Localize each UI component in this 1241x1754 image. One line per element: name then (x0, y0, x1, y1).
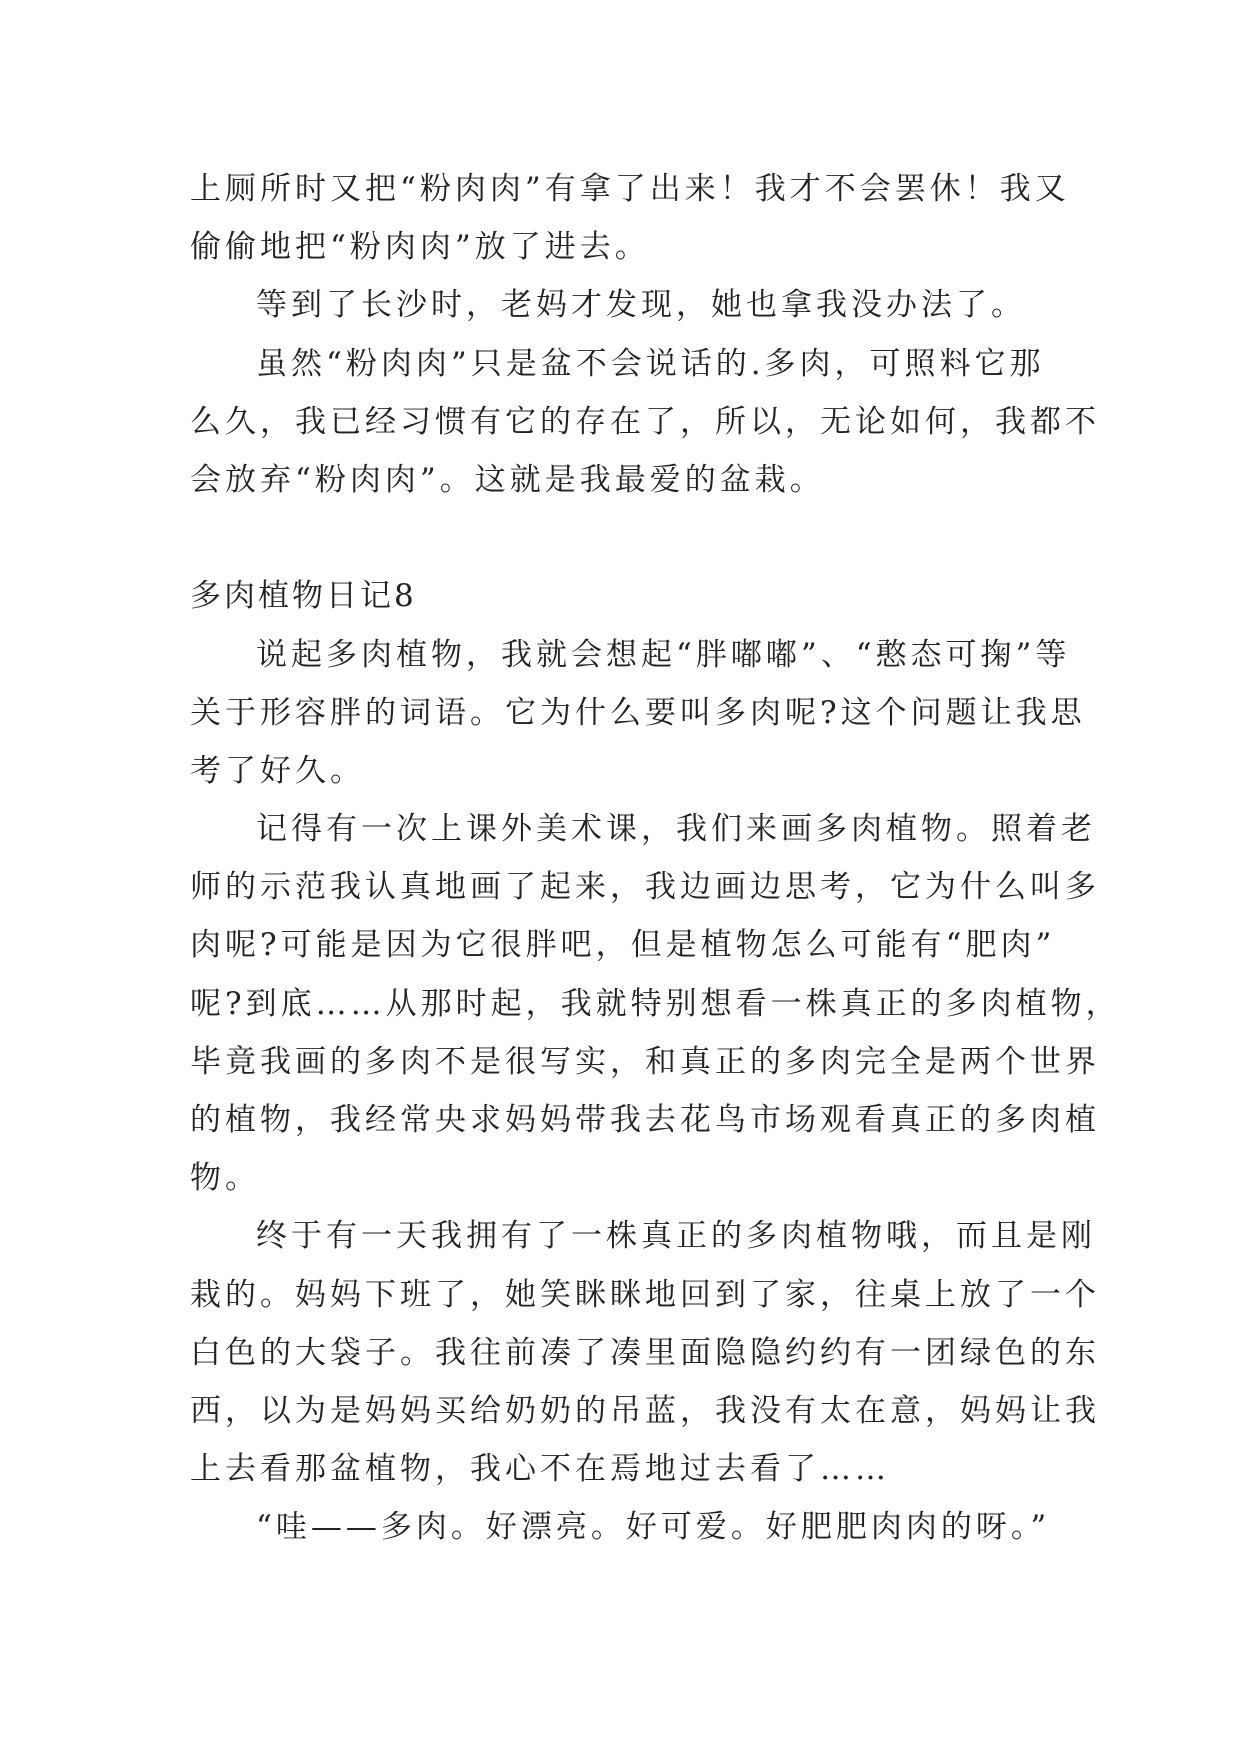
paragraph-line: 毕竟我画的多肉不是很写实，和真正的多肉完全是两个世界 (190, 1043, 1100, 1080)
paragraph-line: 说起多肉植物，我就会想起“胖嘟嘟”、“憨态可掬”等 (256, 636, 1071, 673)
paragraph-line: 栽的。妈妈下班了，她笑眯眯地回到了家，往桌上放了一个 (190, 1276, 1100, 1313)
paragraph-line: 终于有一天我拥有了一株真正的多肉植物哦，而且是刚 (256, 1218, 1096, 1255)
paragraph-line: 白色的大袋子。我往前凑了凑里面隐隐约约有一团绿色的东 (190, 1334, 1100, 1371)
paragraph-line: 物。 (190, 1160, 260, 1197)
paragraph-line: 虽然“粉肉肉”只是盆不会说话的.多肉，可照料它那 (256, 345, 1045, 382)
blank-line (190, 509, 1070, 567)
paragraph-line: 西，以为是妈妈买给奶奶的吊蓝，我没有太在意，妈妈让我 (190, 1392, 1100, 1429)
paragraph-line: 记得有一次上课外美术课，我们来画多肉植物。照着老 (256, 811, 1096, 848)
paragraph-line: 偷偷地把“粉肉肉”放了进去。 (190, 229, 650, 266)
paragraph-line: 上去看那盆植物，我心不在焉地过去看了…… (190, 1451, 890, 1488)
paragraph-line: 的植物，我经常央求妈妈带我去花鸟市场观看真正的多肉植 (190, 1102, 1100, 1138)
paragraph-line: 师的示范我认真地画了起来，我边画边思考，它为什么叫多 (190, 869, 1100, 906)
document-page (190, 160, 1121, 1557)
paragraph-line: 关于形容胖的词语。它为什么要叫多肉呢?这个问题让我思 (190, 694, 1086, 731)
section-title: 多肉植物日记8 (190, 578, 417, 615)
paragraph-line: 考了好久。 (190, 752, 365, 789)
paragraph-line: 呢?到底……从那时起，我就特别想看一株真正的多肉植物， (190, 985, 1121, 1022)
paragraph-line: 会放弃“粉肉肉”。这就是我最爱的盆栽。 (190, 461, 825, 498)
paragraph-line: 肉呢?可能是因为它很胖吧，但是植物怎么可能有“肥肉” (190, 927, 1056, 964)
paragraph-line: 上厕所时又把“粉肉肉”有拿了出来！我才不会罢休！我又 (190, 171, 1070, 207)
paragraph-line: “哇——多肉。好漂亮。好可爱。好肥肥肉肉的呀。” (256, 1509, 1051, 1546)
paragraph-line: 么久，我已经习惯有它的存在了，所以，无论如何，我都不 (190, 403, 1100, 440)
paragraph-line: 等到了长沙时，老妈才发现，她也拿我没办法了。 (256, 287, 1026, 324)
